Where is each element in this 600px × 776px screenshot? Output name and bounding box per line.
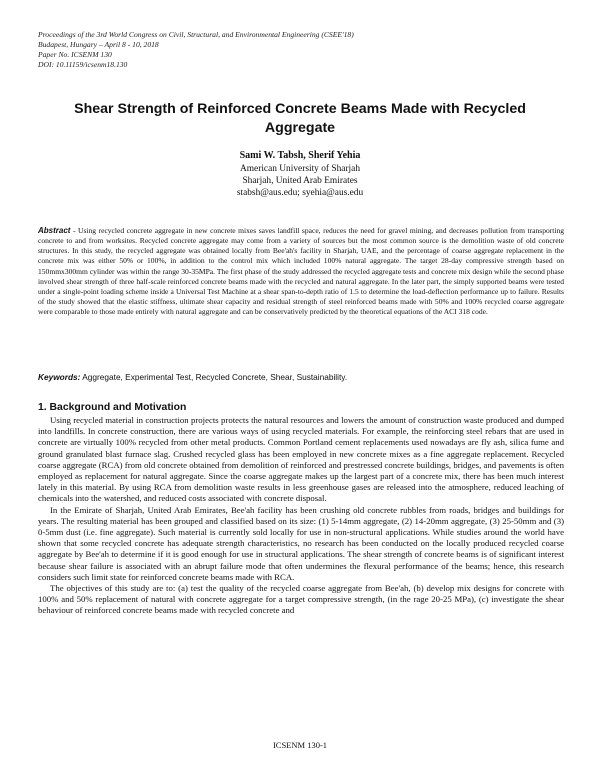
author-block [40,150,560,199]
proceedings-line: Proceedings of the 3rd World Congress on Civil, Structural, and Environmental Engineering (CSEE'18) [38,30,354,39]
section-heading: 1. Background and Motivation [38,402,187,413]
author-emails: stabsh@aus.edu; syehia@aus.edu [236,188,364,198]
author-location: Sharjah, United Arab Emirates [242,176,358,186]
conference-location: Budapest, Hungary – April 8 - 10, 2018 [38,40,159,49]
paper-number: Paper No. ICSENM 130 [38,50,112,59]
paper-title: Shear Strength of Reinforced Concrete Beams Made with Recycled Aggregate [74,101,526,136]
keywords [38,372,564,383]
section-body [38,415,564,617]
doi: DOI: 10.11159/icsenm18.130 [38,60,128,69]
abstract-label: Abstract [38,226,71,235]
page-footer: ICSENM 130-1 [272,740,328,750]
paragraph: In the Emirate of Sharjah, United Arab Emirates, Bee'ah facility has been crushing old concrete rubbles from roads, bridges and buildings for years. The resulting material has been grouped and classified based on its size: (1) 5-14mm aggregate, (2) 14-20mm aggregate, (3) 25-50mm and (3) 0-5mm dust (i.e. fine aggregate). Such material is currently sold locally for use in non-structural applications. While studies around the world have shown that some recycled concrete has adequate strength characteristics, no research has been conducted on the locally produced recycled coarse aggregate by Bee'ah to determine if it is good enough for use in structural applications. The shear strength of concrete beams is of significant interest because shear failure is associated with an abrupt failure mode that often undermines the flexural performance of the beams; hence, this research considers such limit state for reinforced concrete beams made with RCA. [38,504,564,582]
author-names: Sami W. Tabsh, Sherif Yehia [239,150,361,161]
proceedings-header [38,30,354,70]
abstract-text: - Using recycled concrete aggregate in new concrete mixes saves landfill space, reduces the need for gravel mining, and decreases pollution from transporting concrete to and from worksites. Recycled concrete aggregate may come from a variety of sources but the most common source is the demolition waste of old concrete structures. In this study, the recycled aggregate was obtained locally from Bee'ah's facility in Sharjah, UAE, and the percentage of coarse aggregate replacement in the concrete mix was either 50% or 100%, in addition to the control mix which included 100% natural aggregate. The target 28-day compressive strength based on 150mmx300mm cylinder was within the range 30-35MPa. The first phase of the study addressed the recycled aggregate tests and concrete mix design while the second phase involved shear strength of three half-scale reinforced concrete beams made with the recycled and natural aggregate. In the later part, the simply supported beams were tested under a single-point loading scheme inside a Universal Test Machine at a shear span-to-depth ratio of 1.5 to determine the load-deflection performance up to failure. Results of the study showed that the elastic stiffness, ultimate shear capacity and residual strength of steel reinforced beams made with 50% and 100% recycled coarse aggregate were comparable to those made entirely with natural aggregate and can be conservatively predicted by the theoretical equations of the ACI 318 code. [38,226,564,317]
author-affiliation: American University of Sharjah [239,164,361,174]
abstract [38,226,564,317]
paragraph: Using recycled material in construction projects protects the natural resources and lowers the amount of construction waste produced and dumped into landfills. In concrete construction, there are various ways of using recycled materials. For example, the reinforcing steel rebars that are used in concrete are virtually 100% recycled from other metal products. Common Portland cement replacements used nowadays are fly ash, silica fume and ground granulated blast furnace slag. Crushed recycled glass has been employed in new concrete mixes as a fine aggregate replacement. Recycled coarse aggregate (RCA) from old concrete obtained from demolition of reinforced and prestressed concrete buildings, bridges, and pavements is often employed as replacement for natural aggregate. Since the coarse aggregate makes up the largest part of a concrete mix, there has been much interest lately in this material. By using RCA from demolition waste results in less greenhouse gases are released into the atmosphere, reduced leaching of chemicals into the watershed, and reduced costs associated with concrete disposal. [38,415,564,504]
paragraph: The objectives of this study are to: (a) test the quality of the recycled coarse aggregate from Bee'ah, (b) develop mix designs for concrete with 100% and 50% replacement of natural with concrete aggregate for a target compressive strength, (in the rage 20-25 MPa), (c) investigate the shear behaviour of reinforced concrete beams made with recycled concrete and [38,583,564,616]
keywords-label: Keywords: [38,372,81,382]
keywords-text: Aggregate, Experimental Test, Recycled Concrete, Shear, Sustainability. [80,372,348,382]
